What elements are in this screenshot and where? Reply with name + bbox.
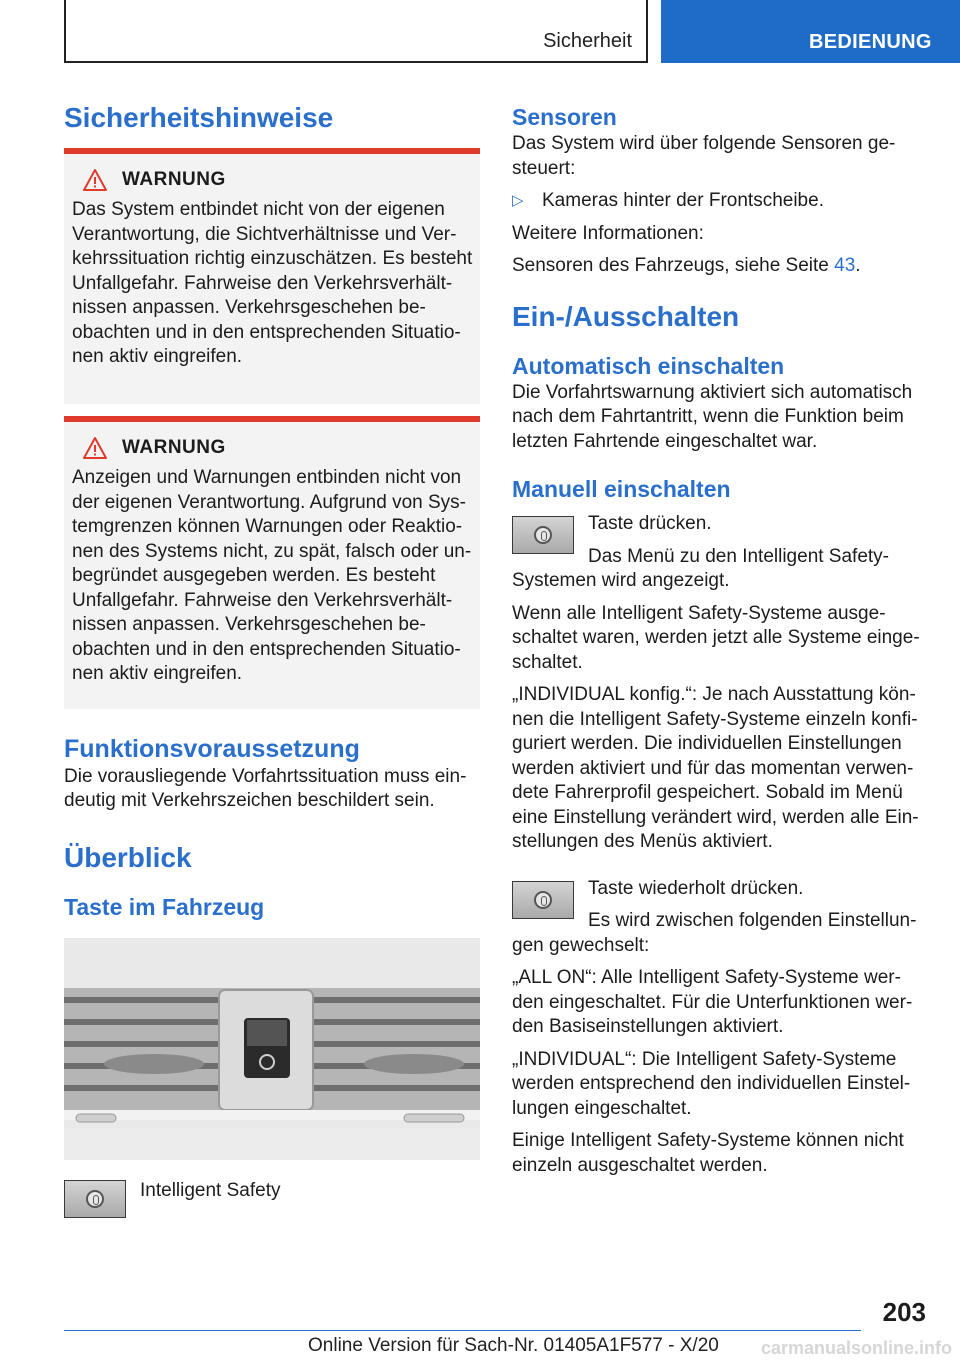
step-2 bbox=[512, 877, 924, 959]
header-chapter-tab bbox=[661, 0, 960, 63]
section-title-funktionsvoraussetzung: Funktionsvoraussetzung bbox=[64, 734, 360, 763]
para-3: „ALL ON“: Alle Intelligent Safety-Systeme werden eingeschaltet. Für die Unterfunktionen werden Basiseinstellungen aktiviert. bbox=[512, 967, 913, 1037]
intelligent-safety-button-icon bbox=[512, 516, 574, 554]
sensoren-reference bbox=[512, 254, 924, 279]
para-5: Einige Intelligent Safety-Systeme können nicht einzeln ausgeschaltet werden. bbox=[512, 1130, 904, 1176]
reference-text: Sensoren des Fahrzeugs, siehe Seite bbox=[512, 255, 835, 276]
weitere-informationen: Weitere Informationen: bbox=[512, 222, 704, 244]
intelligent-safety-button-icon bbox=[512, 881, 574, 919]
warning-text-2: Anzeigen und Warnungen entbinden nicht von der eigenen Verantwortung. Aufgrund von Systemgrenzen können Warnungen oder Reaktionen des Systems nicht, zu spät, falsch oder unbegründet ausgegeben werden. Es besteht Unfallgefahr. Fahrweise den Verkehrsverhältnissen anpassen. Verkehrsgeschehen beobachten und in den entsprechenden Situationen aktiv eingreifen. bbox=[72, 467, 472, 684]
right-column bbox=[512, 100, 924, 1178]
intelligent-safety-button-icon bbox=[64, 1180, 126, 1218]
step2-text: Taste wiederholt drücken. bbox=[588, 877, 804, 899]
warning-text-1: Das System entbindet nicht von der eigenen Verantwortung, die Sichtverhältnisse und Verkehrssituation richtig einzuschätzen. Es besteht Unfallgefahr. Fahrweise den Verkehrsverhältnissen anpassen. Verkehrsgeschehen beobachten und in den entsprechenden Situationen aktiv eingreifen. bbox=[72, 199, 473, 367]
vehicle-button-photo bbox=[64, 938, 480, 1160]
para-2: „INDIVIDUAL konfig.“: Je nach Ausstattung können die Intelligent Safety-Systeme einzeln konfiguriert werden. Die individuellen Einstellungen werden aktiviert und für das momentan verwendete Fahrerprofil gespeichert. Sobald im Menü eine Einstellung verändert wird, werden alle Einstellungen des Menüs aktiviert. bbox=[512, 684, 919, 852]
warning-box-2 bbox=[64, 416, 480, 709]
subsection-title-sensoren: Sensoren bbox=[512, 104, 617, 130]
reference-end: . bbox=[855, 255, 861, 276]
page-number: 203 bbox=[882, 1297, 926, 1327]
header-section-label: Sicherheit bbox=[543, 30, 632, 52]
bullet-triangle-icon: ▷ bbox=[512, 192, 524, 209]
warning-box-1 bbox=[64, 148, 480, 404]
page-link-43[interactable]: 43 bbox=[834, 255, 856, 276]
left-column bbox=[64, 100, 480, 1218]
header-section-box bbox=[64, 0, 648, 63]
subsection-title-automatisch: Automatisch einschalten bbox=[512, 352, 785, 379]
subsection-title-taste: Taste im Fahrzeug bbox=[64, 893, 265, 920]
sensoren-bullet: Kameras hinter der Frontscheibe. bbox=[542, 190, 824, 211]
step-1 bbox=[512, 512, 924, 594]
subsection-title-manuell: Manuell einschalten bbox=[512, 476, 731, 502]
footer-divider bbox=[64, 1330, 861, 1331]
warning-label: WARNUNG bbox=[122, 437, 226, 458]
section-title-ein-ausschalten: Ein-/Ausschalten bbox=[512, 300, 740, 332]
para-1: Wenn alle Intelligent Safety-Systeme ausgeschaltet waren, werden jetzt alle Systeme eingeschaltet. bbox=[512, 602, 920, 673]
watermark: carmanualsonline.info bbox=[760, 1338, 952, 1358]
step2-detail: Es wird zwischen folgenden Einstellungen gewechselt: bbox=[512, 910, 917, 956]
funktion-text: Die vorausliegende Vorfahrtssituation muss eindeutig mit Verkehrszeichen beschildert sein. bbox=[64, 765, 467, 811]
step1-detail: Das Menü zu den Intelligent Safety-Systemen wird angezeigt. bbox=[512, 545, 890, 591]
para-4: „INDIVIDUAL“: Die Intelligent Safety-Systeme werden entsprechend den individuellen Einstellungen eingeschaltet. bbox=[512, 1048, 911, 1119]
warning-label: WARNUNG bbox=[122, 169, 226, 190]
button-caption: Intelligent Safety bbox=[140, 1179, 281, 1201]
sensoren-text: Das System wird über folgende Sensoren gesteuert: bbox=[512, 133, 896, 179]
section-title-ueberblick: Überblick bbox=[64, 841, 192, 873]
header-chapter-label: BEDIENUNG bbox=[809, 31, 932, 53]
auto-text: Die Vorfahrtswarnung aktiviert sich automatisch nach dem Fahrtantritt, wenn die Funktion beim letzten Fahrtende eingeschaltet war. bbox=[512, 381, 913, 452]
vehicle-console-illustration bbox=[64, 938, 480, 1160]
warning-triangle-icon bbox=[82, 436, 108, 460]
footer-text: Online Version für Sach-Nr. 01405A1F577 - X/20 bbox=[308, 1335, 719, 1356]
section-title-sicherheitshinweise: Sicherheitshinweise bbox=[64, 102, 334, 133]
step1-text: Taste drücken. bbox=[588, 513, 712, 534]
list-item bbox=[512, 189, 924, 214]
warning-triangle-icon bbox=[82, 168, 108, 192]
